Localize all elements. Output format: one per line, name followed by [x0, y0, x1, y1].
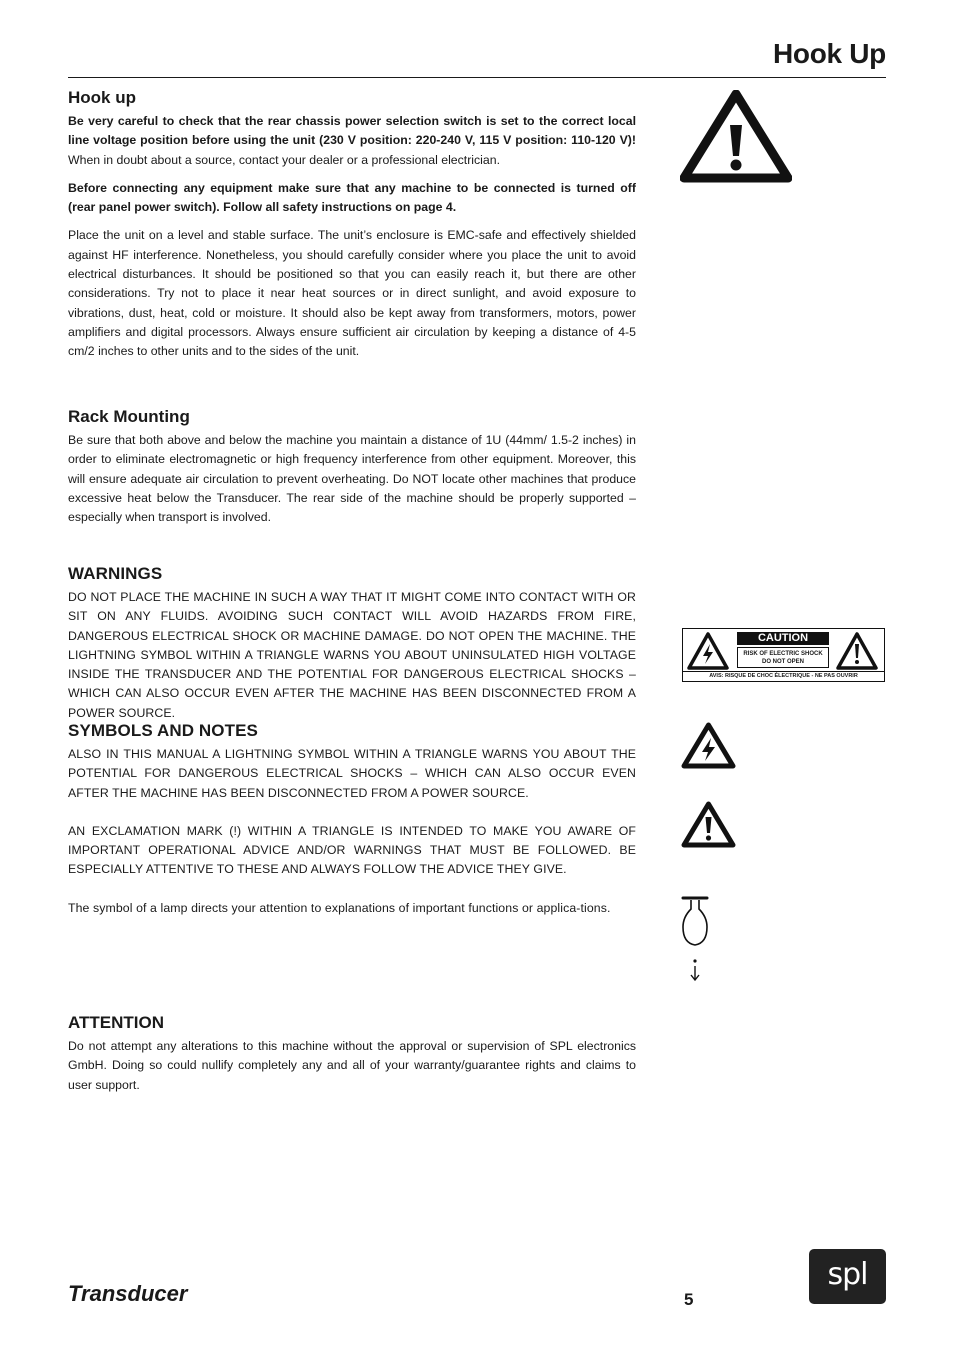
hookup-paragraph-3: Place the unit on a level and stable surface. The unit’s enclosure is EMC-safe and effectively shielded against HF interference. Nonetheless, you should carefully consider where you place the unit to avoid electrical disturbances. It should be positioned so that you can easily reach it, but there are other considerations. Try not to place it near heat sources or in direct sunlight, and avoid exposure to vibrations, dust, heat, cold or moisture. It should also be kept away from transformers, motors, power amplifiers and digital processors. Always ensure sufficient air circulation by keeping a distance of 4-5 cm/2 inches to other units and to the sides of the unit.	[68, 228, 636, 359]
caution-footer: AVIS: RISQUE DE CHOC ÉLECTRIQUE - NE PAS OUVRIR	[683, 671, 884, 681]
spl-logo-icon	[809, 1249, 886, 1304]
section-rack-mounting	[68, 407, 636, 536]
section-title-symbols-notes: SYMBOLS AND NOTES	[68, 721, 258, 740]
symbols-paragraph-1: ALSO IN THIS MANUAL A LIGHTNING SYMBOL WITHIN A TRIANGLE WARNS YOU ABOUT THE POTENTIAL FOR DANGEROUS ELECTRICAL SHOCKS – WHICH CAN ALSO OCCUR EVEN AFTER THE MACHINE HAS BEEN DISCONNECTED FROM A POWER SOURCE.	[68, 747, 636, 800]
hookup-paragraph-2: Before connecting any equipment make sure that any machine to be connected is turned off (rear panel power switch). Follow all safety instructions on page 4.	[68, 180, 636, 215]
caution-label-icon	[682, 628, 885, 682]
footer-product-name: Transducer	[68, 1281, 188, 1306]
page-number: 5	[684, 1290, 694, 1309]
warnings-paragraph-1: DO NOT PLACE THE MACHINE IN SUCH A WAY THAT IT MIGHT COME INTO CONTACT WITH OR SIT ON ANY FLUIDS. AVOIDING SUCH CONTACT WILL AVOID HAZARDS FROM FIRE, DANGEROUS ELECTRICAL SHOCK OR MACHINE DAMAGE. DO NOT OPEN THE MACHINE. THE LIGHTNING SYMBOL WITHIN A TRIANGLE WARNS YOU ABOUT UNINSULATED HIGH VOLTAGE INSIDE THE TRANSDUCER AND THE POTENTIAL FOR DANGEROUS ELECTRICAL SHOCKS – WHICH CAN ALSO OCCUR EVEN AFTER THE MACHINE HAS BEEN DISCONNECTED FROM A POWER SOURCE.	[68, 590, 636, 720]
symbols-paragraph-2: AN EXCLAMATION MARK (!) WITHIN A TRIANGLE IS INTENDED TO MAKE YOU AWARE OF IMPORTANT OPERATIONAL ADVICE AND/OR WARNINGS THAT MUST BE FOLLOWED. BE ESPECIALLY ATTENTIVE TO THESE AND ALWAYS FOLLOW THE ADVICE THEY GIVE.	[68, 823, 636, 877]
section-title-warnings: WARNINGS	[68, 564, 163, 583]
lightning-triangle-icon	[686, 631, 730, 671]
hookup-voltage-warning: Be very careful to check that the rear chassis power selection switch is set to the correct local line voltage position before using the unit (230 V position: 220-240 V, 115 V position: 110-120 V)!	[68, 114, 636, 148]
section-title-attention: ATTENTION	[68, 1013, 165, 1032]
rack-paragraph-1: Be sure that both above and below the machine you maintain a distance of 1U (44mm/ 1.5-2 inches) in order to eliminate electromagnetic or high frequency interference from other equipment. Moreover, this will ensure adequate air circulation to prevent overheating. Do NOT locate other machines that produce excessive heat below the Transducer. The rear side of the machine should be properly supported – especially when transport is involved.	[68, 433, 636, 525]
spl-logo-text: spl	[827, 1257, 868, 1292]
symbols-paragraph-3: The symbol of a lamp directs your attention to explanations of important functions or applica-tions.	[68, 900, 611, 915]
attention-paragraph-1: Do not attempt any alterations to this machine without the approval or supervision of SPL electronics GmbH. Doing so could nullify completely any and all of your warranty/guarantee rights and claims to user support.	[68, 1039, 636, 1092]
hookup-paragraph-1	[68, 112, 636, 170]
lamp-icon	[680, 895, 710, 983]
exclamation-triangle-caution-icon	[835, 631, 879, 671]
hookup-contact-dealer: When in doubt about a source, contact your dealer or a professional electrician.	[68, 152, 501, 167]
lightning-triangle-icon	[680, 721, 737, 770]
caution-line-1: RISK OF ELECTRIC SHOCK	[743, 651, 823, 657]
section-title-rack-mounting: Rack Mounting	[68, 407, 190, 426]
caution-heading: CAUTION	[737, 632, 829, 645]
exclamation-triangle-small-icon	[680, 800, 737, 849]
header-divider	[68, 77, 886, 78]
section-hookup	[68, 88, 636, 371]
section-symbols-notes	[68, 721, 636, 927]
page-title: Hook Up	[772, 38, 886, 69]
section-attention	[68, 1013, 636, 1104]
caution-text-box	[737, 647, 829, 668]
caution-line-2: DO NOT OPEN	[761, 659, 804, 665]
section-warnings	[68, 564, 636, 732]
section-title-hookup: Hook up	[68, 88, 136, 107]
exclamation-triangle-icon	[680, 90, 792, 183]
